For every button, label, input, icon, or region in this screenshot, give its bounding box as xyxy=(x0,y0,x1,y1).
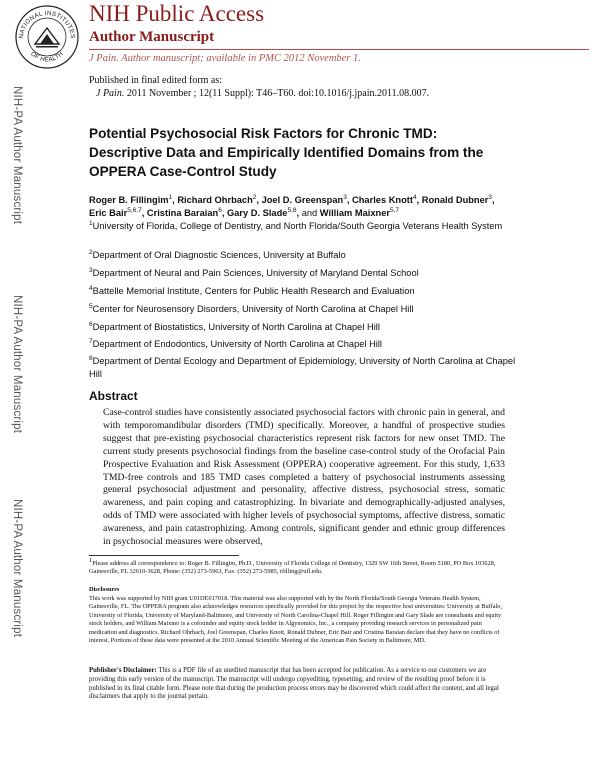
header-divider xyxy=(89,49,589,50)
affiliation: $^8$Department of Dental Ecology and Department of Epidemiology, University of North Carolina at Chapel Hill xyxy=(89,354,516,379)
author-name: Roger B. Fillingim xyxy=(89,195,169,205)
affiliation: $^1$University of Florida, College of Dentistry, and North Florida/South Georgia Veterans Health System xyxy=(89,219,503,231)
svg-text:NATIONAL INSTITUTES: NATIONAL INSTITUTES xyxy=(17,9,77,39)
disclosures-text: This work was supported by NIH grant U01DE017018. This material was also supported with by the North Florida/South Georgia Veterans Health System, Gainesville, FL. The OPPERA program also acknowledges resources specifically provided for this project by the respective host universities: University at Buffalo, University of Florida, University of Maryland-Baltimore, and University of North Carolina-Chapel Hill. Roger Fillingim and Gary Slade are consultants and equity stock holders, and William Maixner is a cofounder and equity stock holder in Algynomics, Inc., a company providing research services in personalized pain medication and diagnostics. Richard Ohrbach, Joel Greenspan, Charles Knott, Ronald Dubner, Eric Bair and Cristina Baraian declare that they have no conflicts of interest. Portions of these data were presented at the 2010 Annual Scientific Meeting of the American Pain Society in Baltimore, MD. xyxy=(89,595,502,645)
author-name: Charles Knott xyxy=(352,195,413,205)
affiliation: $^2$Department of Oral Diagnostic Sciences, University at Buffalo xyxy=(89,248,346,260)
author-name: Joel D. Greenspan xyxy=(261,195,344,205)
affiliation: $^3$Department of Neural and Pain Sciences, University of Maryland Dental School xyxy=(89,266,419,278)
svg-text:OF HEALTH: OF HEALTH xyxy=(29,50,65,64)
affiliation: $^5$Center for Neurosensory Disorders, University of North Carolina at Chapel Hill xyxy=(89,302,414,314)
author-name: Ronald Dubner xyxy=(421,195,489,205)
abstract-text: Case-control studies have consistently associated psychosocial factors with chronic pain in general, and with temporomandibular disorders (TMD) specifically. Moreover, a handful of prospective studies suggest that pre-existing psychosocial characteristics represent risk factors for new onset TMD. The current study presents psychosocial findings from the baseline case-control study of the Orofacial Pain Prospective Evaluation and Risk Assessment (OPPERA) cooperative agreement. For this study, 1,633 TMD-free controls and 185 TMD cases completed a battery of psychosocial instruments assessing general psychosocial adjustment and personality, affective distress, psychosocial stress, somatic awareness, and pain coping and catastrophizing. In bivariate and demographically-adjusted analyses, odds of TMD were associated with higher levels of psychosocial symptoms, affective distress, somatic awareness, and pain catastrophizing. Among controls, significant gender and ethnic group differences in psychosocial measures were observed, xyxy=(103,407,505,548)
citation xyxy=(96,88,429,100)
journal-name: J Pain. xyxy=(96,88,125,99)
citation-details: 2011 November ; 12(11 Suppl): T46–T60. doi:10.1016/j.jpain.2011.08.007. xyxy=(126,88,430,99)
author-affiliation-marker: 2 xyxy=(252,193,257,201)
program-title: NIH Public Access xyxy=(89,1,265,26)
author-conjunction: and xyxy=(301,208,318,219)
author-affiliation-marker: 4 xyxy=(412,193,417,201)
author-list: Roger B. Fillingim$^1$, Richard Ohrbach$^2$, Joel D. Greenspan$^3$, Charles Knott$^4$, Ronald Dubner$^3$, Eric Bair$^{5,6,7}$, Cristina Baraian$^6$, Gary D. Slade$^{5,8}$, and William Maixner$^{5,7}$ xyxy=(89,193,495,219)
author-affiliation-marker: 6 xyxy=(218,207,222,215)
manuscript-label: Author Manuscript xyxy=(89,29,215,45)
author-affiliation-marker: 3 xyxy=(343,193,347,201)
author-name: Richard Ohrbach xyxy=(177,195,253,205)
correspondence-footnote: $^1$Please address all correspondence to: Roger B. Fillingim, Ph.D., University of Florida College of Dentistry, 1329 SW 16th Street, Room 5180, PO Box 103628, Gainesville, FL 32610-3628, Phone: (352) 273-5963, Fax: (352) 273-5985, rfilling@ufl.edu. xyxy=(89,556,496,576)
affiliation: $^4$Battelle Memorial Institute, Centers for Public Health Research and Evaluation xyxy=(89,284,415,296)
author-name: Gary D. Slade xyxy=(227,208,288,219)
disclosures-heading: Disclosures xyxy=(89,586,120,593)
author-affiliation-marker: 1 xyxy=(168,193,173,201)
publisher-disclaimer: Publisher's Disclaimer: This is a PDF file of an unedited manuscript that has been accepted for publication. As a service to our customers we are providing this early version of the manuscript. The manuscript will undergo copyediting, typesetting, and review of the resulting proof before it is published in its final citable form. Please note that during the production process errors may be discovered which could affect the content, and all legal disclaimers that apply to the journal pertain. xyxy=(89,667,499,701)
availability-note: J Pain. Author manuscript; available in PMC 2012 November 1. xyxy=(89,53,361,64)
affiliation: $^7$Department of Endodontics, University of North Carolina at Chapel Hill xyxy=(89,337,382,349)
affiliation: $^6$Department of Biostatistics, University of North Carolina at Chapel Hill xyxy=(89,320,380,332)
author-affiliation-marker: 3 xyxy=(488,193,493,201)
author-name: William Maixner xyxy=(319,208,390,219)
published-label: Published in final edited form as: xyxy=(89,75,223,86)
nih-seal-logo xyxy=(14,4,80,70)
abstract-heading: Abstract xyxy=(89,389,138,403)
author-name: Cristina Baraian xyxy=(146,208,219,219)
author-affiliation-marker: 5,6,7 xyxy=(127,207,142,215)
author-name: Eric Bair xyxy=(89,208,128,219)
author-affiliation-marker: 5,8 xyxy=(287,207,297,215)
footnote-divider xyxy=(89,555,239,556)
author-affiliation-marker: 5,7 xyxy=(389,207,400,215)
article-title: Potential Psychosocial Risk Factors for Chronic TMD: Descriptive Data and Empirically Identified Domains from the OPPERA Case-Control Study xyxy=(89,126,484,180)
